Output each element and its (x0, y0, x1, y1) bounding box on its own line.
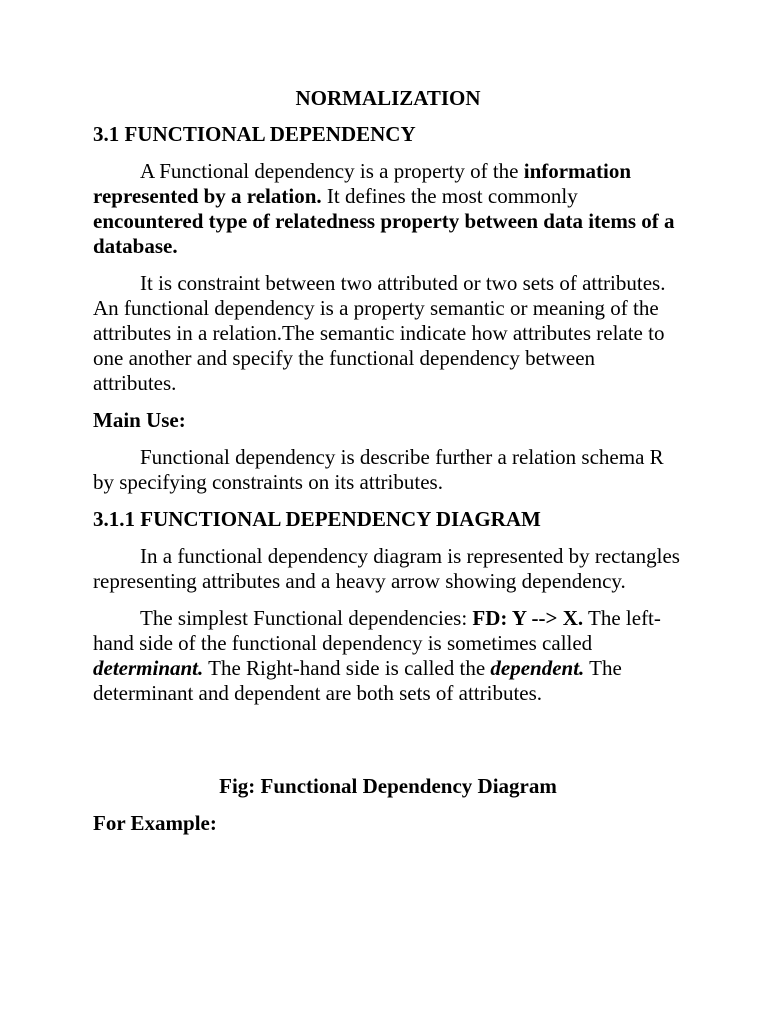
bold-italic-run: determinant. (93, 656, 204, 680)
text-run: The left-hand side of the functional dependency is sometimes called (93, 606, 661, 655)
document-body (93, 86, 683, 836)
text-run: The determinant and dependent are both sets of attributes. (93, 656, 622, 705)
paragraph-definition (93, 159, 683, 259)
subsection-heading: 3.1.1 FUNCTIONAL DEPENDENCY DIAGRAM (93, 507, 541, 531)
bold-run: information represented by a relation. (93, 159, 632, 208)
paragraph-main-use: Functional dependency is describe further a relation schema R by specifying constraints on its attributes. (93, 445, 664, 494)
text-run: The Right-hand side is called the (203, 656, 491, 680)
paragraph-diagram: In a functional dependency diagram is represented by rectangles representing attributes and a heavy arrow showing dependency. (93, 544, 680, 593)
bold-run: encountered type of relatedness property between data items of a database. (93, 209, 675, 258)
page-title: NORMALIZATION (295, 86, 481, 110)
main-use-heading: Main Use: (93, 408, 186, 432)
text-run: It defines the most commonly (321, 184, 578, 208)
bold-run: FD: Y --> X. (472, 606, 584, 630)
paragraph-simplest-fd (93, 606, 683, 706)
paragraph-constraint: It is constraint between two attributed or two sets of attributes. An functional dependency is a property semantic or meaning of the attributes in a relation.The semantic indicate how attributes relate to one another and specify the functional dependency between attributes. (93, 271, 666, 395)
section-heading: 3.1 FUNCTIONAL DEPENDENCY (93, 122, 416, 146)
text-run: A Functional dependency is a property of the (140, 159, 524, 183)
text-run: The simplest Functional dependencies: (140, 606, 473, 630)
for-example-heading: For Example: (93, 811, 217, 835)
bold-italic-run: dependent. (490, 656, 585, 680)
figure-caption: Fig: Functional Dependency Diagram (219, 774, 557, 798)
